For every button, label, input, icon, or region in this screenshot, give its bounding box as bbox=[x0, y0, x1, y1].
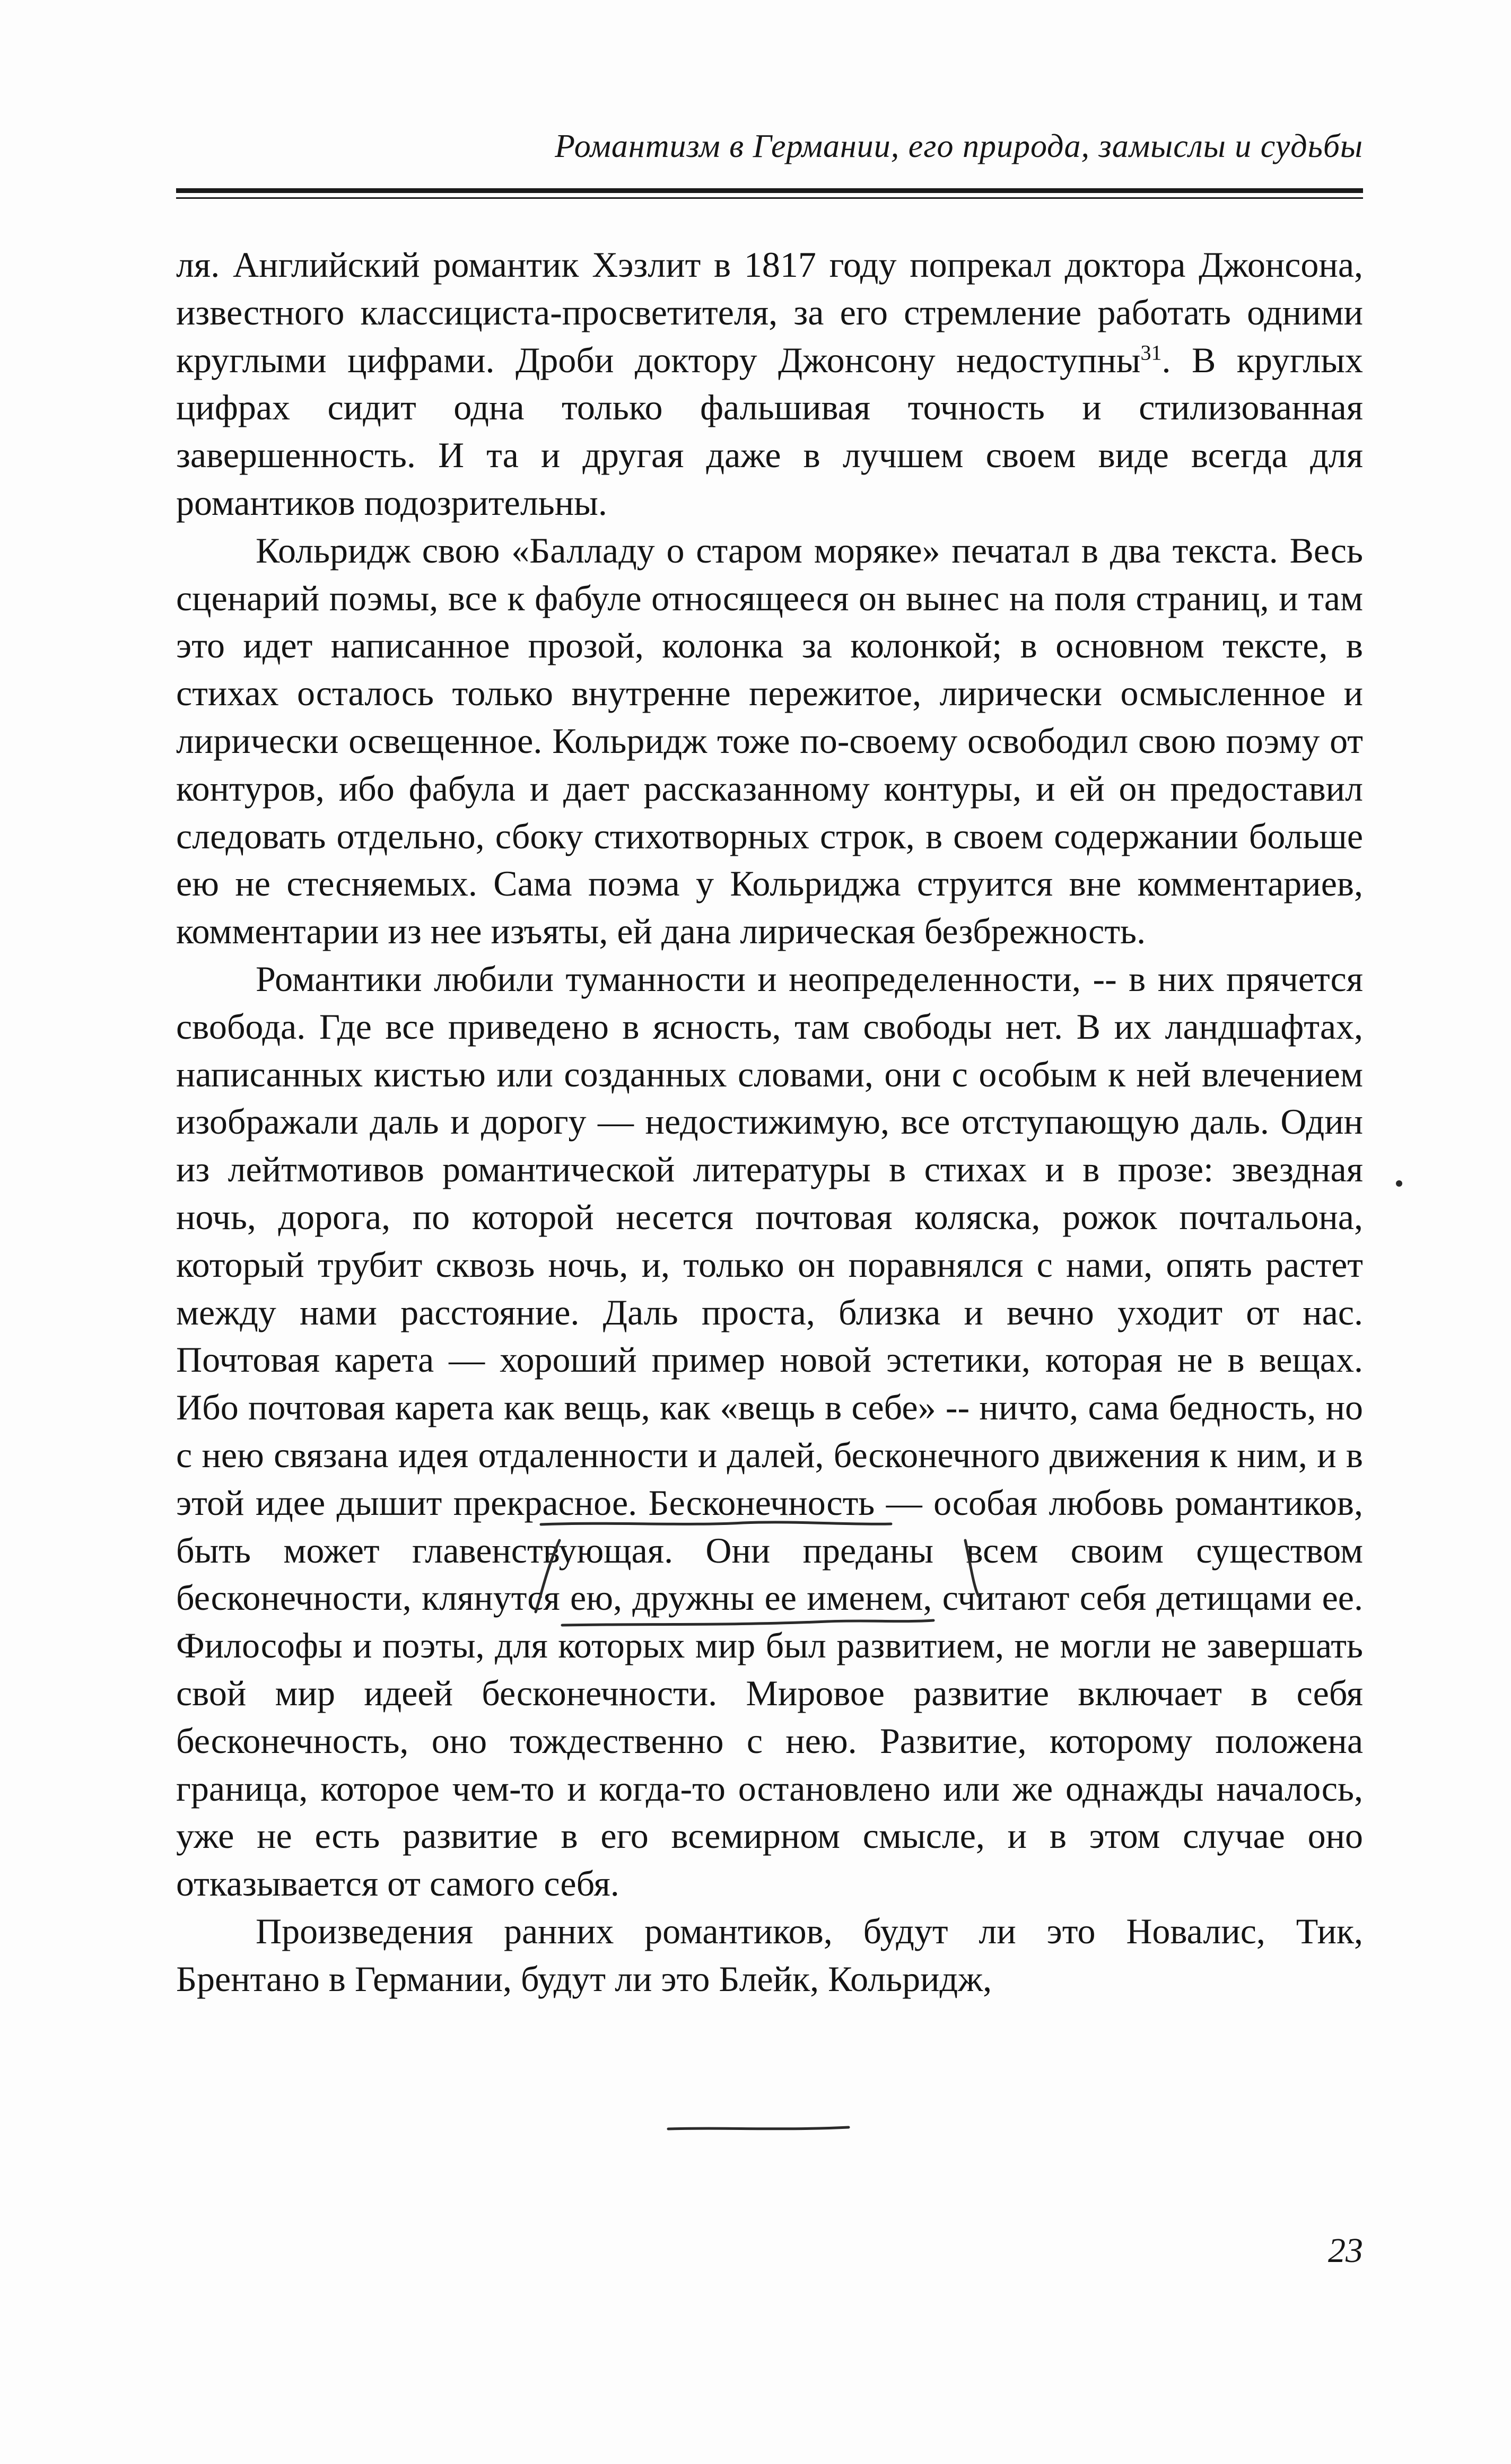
header-rule-thick bbox=[176, 188, 1363, 193]
running-head: Романтизм в Германии, его природа, замыслы и судьбы bbox=[555, 128, 1363, 164]
paragraph-1-text: ля. Английский романтик Хэзлит в 1817 году попрекал доктора Джонсона, известного классициста-просветителя, за его стремление работать одними круглыми цифрами. Дроби доктору Джонсону недоступны bbox=[176, 244, 1363, 380]
paragraph-4: Произведения ранних романтиков, будут ли это Новалис, Тик, Брентано в Германии, будут ли это Блейк, Кольридж, bbox=[176, 1910, 1363, 1999]
underline-mark-3 bbox=[668, 2127, 849, 2129]
paragraph-1 bbox=[176, 241, 1363, 527]
paragraph-2: Кольридж свою «Балладу о старом моряке» печатал в два текста. Весь сценарий поэмы, все к фабуле относящееся он вынес на поля страниц, и там это идет написанное прозой, колонка за колонкой; в основном тексте, в стихах осталось только внутренне пережитое, лирически осмысленное и лирически освещенное. Кольридж тоже по-своему освободил свою поэму от контуров, ибо фабула и дает рассказанному контуры, и ей он предоставил следовать отдельно, сбоку стихотворных строк, в своем содержании больше ею не стесняемых. Сама поэма у Кольриджа струится вне комментариев, комментарии из нее изъяты, ей дана лирическая безбрежность. bbox=[176, 530, 1363, 952]
paragraph-3: Романтики любили туманности и неопределенности, -- в них прячется свобода. Где все приведено в ясность, там свободы нет. В их ландшафтах, написанных кистью или созданных словами, они с особым к ней влечением изображали даль и дорогу — недостижимую, все отступающую даль. Один из лейтмотивов романтической литературы в стихах и в прозе: звездная ночь, дорога, по которой несется почтовая коляска, рожок почтальона, который трубит сквозь ночь, и, только он поравнялся с нами, опять растет между нами расстояние. Даль проста, близка и вечно уходит от нас. Почтовая карета — хороший пример новой эстетики, которая не в вещах. Ибо почтовая карета как вещь, как «вещь в себе» -- ничто, сама бедность, но с нею связана идея отдаленности и далей, бесконечного движения к ним, и в этой идее дышит прекрасное. Бесконечность — особая любовь романтиков, быть может главенствующая. Они преданы всем своим существом бесконечности, клянутся ею, дружны ее именем, считают себя детищами ее. Философы и поэты, для которых мир был развитием, не могли не завершать свой мир идеей бесконечности. Мировое развитие включает в себя бесконечность, оно тождественно с нею. Развитие, которому положена граница, которое чем-то и когда-то остановлено или же однажды началось, уже не есть развитие в его всемирном смысле, и в этом случае оно отказывается от самого себя. bbox=[176, 958, 1363, 1904]
margin-dot bbox=[1396, 1180, 1402, 1187]
header-rule-thin bbox=[176, 197, 1363, 199]
page-number: 23 bbox=[1328, 2231, 1363, 2270]
body-text bbox=[176, 241, 1363, 2003]
paragraph-1-text-after: . В круглых цифрах сидит одна только фальшивая точность и стилизованная завершенность. И та и другая даже в лучшем своем виде всегда для романтиков подозрительны. bbox=[176, 339, 1363, 523]
footnote-marker: 31 bbox=[1140, 340, 1162, 364]
